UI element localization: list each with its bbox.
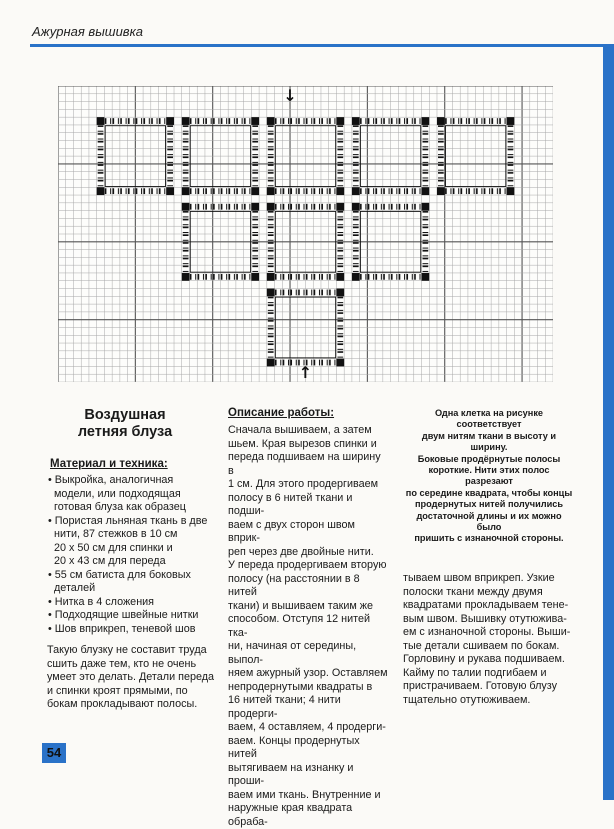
page-number: 54 [42, 743, 66, 763]
bottom-arrow-icon: ↑ [298, 363, 313, 382]
materials-item: • Подходящие швейные нитки [48, 609, 199, 621]
top-arrow-icon: ↓ [283, 86, 297, 105]
materials-item: • Шов вприкреп, теневой шов [48, 622, 196, 635]
materials-list [46, 474, 212, 636]
chart-note: Одна клетка на рисунке соответствует двум нитям ткани в высоту и ширину. Боковые продёрнутые полосы короткие. Нити этих полос разрезают по середине квадрата, чтобы концы продернутых нитей получились достаточной длины и их можно было пришить с изнаночной стороны. [405, 408, 573, 544]
work-heading: Описание работы: [228, 407, 335, 419]
materials-item: • Нитка в 4 сложения [48, 595, 155, 608]
materials-item: • Выкройка, аналогичная модели, или подходящая готовая блуза как образец [48, 474, 186, 513]
article-title: Воздушная летняя блуза [77, 407, 173, 440]
intro-paragraph: Такую блузку не составит труда сшить даже тем, кто не очень умеет это делать. Детали переда и спинки кроят прямыми, по бокам прокладывают полосы. [47, 644, 215, 710]
pattern-grid [58, 86, 553, 382]
side-accent-bar [603, 44, 614, 800]
materials-item: • 55 см батиста для боковых деталей [48, 568, 191, 594]
materials-heading: Материал и техника: [50, 458, 168, 470]
article-title-block [50, 407, 200, 441]
work-text-column-2: тываем швом вприкреп. Узкие полоски ткани между двумя квадратами прокладываем тене- вым швом. Вышивку отутюжива- ем с изнаночной стороны. Выши- тые детали сшиваем по бокам. Горловину и рукава подшиваем. Кайму по талии подгибаем и пристрачиваем. Готовую блузу тщательно отутюживаем. [403, 572, 571, 706]
embroidery-pattern-chart [58, 86, 553, 382]
header-rule [30, 44, 614, 47]
section-title: Ажурная вышивка [32, 24, 143, 39]
work-text-column-1: Сначала вышиваем, а затем шьем. Края вырезов спинки и переда подшиваем на ширину в 1 см. Для этого продергиваем полосу в 6 нитей ткани и подши- ваем с двух сторон швом вприк- реп через две двойные нити. У переда продергиваем вторую полосу (на расстоянии в 8 нитей ткани) и вышиваем таким же способом. Отступя 12 нитей тка- ни, начиная от середины, выпол- няем ажурный узор. Оставляем непродернутыми квадраты в 16 нитей ткани; 4 нити продерги- ваем, 4 оставляем, 4 продерги- ваем. Концы продернутых нитей вытягиваем на изнанку и проши- ваем ими ткань. Внутренние и наружные края квадрата обраба- [228, 424, 388, 828]
materials-item: • Пористая льняная ткань в две нити, 87 стежков в 10 см 20 х 50 см для спинки и 20 х 43 см для переда [48, 514, 208, 567]
